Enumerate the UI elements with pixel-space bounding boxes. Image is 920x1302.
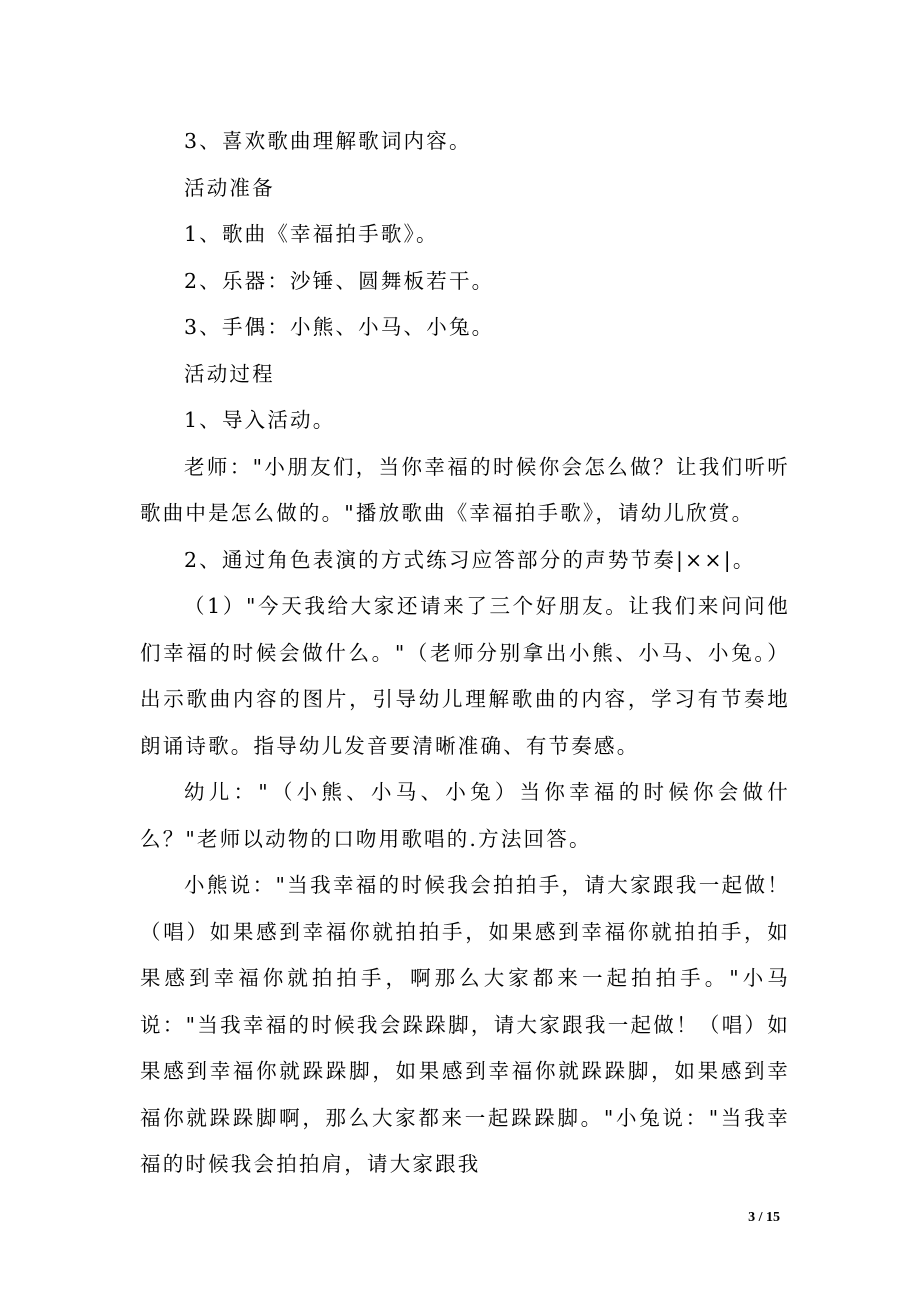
list-item-puppets: 3、手偶：小熊、小马、小兔。	[184, 315, 495, 339]
paragraph-children-question: 幼儿："（小熊、小马、小兔）当你幸福的时候你会做什么？"老师以动物的口吻用歌唱的.方法回答。	[140, 780, 790, 851]
list-item-preference: 3、喜欢歌曲理解歌词内容。	[184, 129, 472, 153]
list-item-intro-activity: 1、导入活动。	[184, 408, 336, 432]
list-item-instruments: 2、乐器：沙锤、圆舞板若干。	[184, 268, 495, 293]
paragraph-teacher-intro: 老师："小朋友们，当你幸福的时候你会怎么做？让我们听听歌曲中是怎么做的。"播放歌曲《幸福拍手歌》，请幼儿欣赏。	[140, 454, 790, 525]
page-number: 3 / 15	[748, 1210, 780, 1225]
section-heading-process: 活动过程	[184, 361, 275, 386]
list-item-song: 1、歌曲《幸福拍手歌》。	[184, 222, 439, 246]
paragraph-friends: （1）"今天我给大家还请来了三个好朋友。让我们来问问他们幸福的时候会做什么。"（老师分别拿出小熊、小马、小兔。）出示歌曲内容的图片，引导幼儿理解歌曲的内容，学习有节奏地朗诵诗歌。指导幼儿发音要清晰准确、有节奏感。	[140, 594, 790, 758]
section-heading-preparation: 活动准备	[184, 175, 275, 200]
document-body	[140, 118, 790, 1188]
paragraph-animal-answers: 小熊说："当我幸福的时候我会拍拍手，请大家跟我一起做！（唱）如果感到幸福你就拍拍手，如果感到幸福你就拍拍手，如果感到幸福你就拍拍手，啊那么大家都来一起拍拍手。"小马说："当我幸福的时候我会跺跺脚，请大家跟我一起做！（唱）如果感到幸福你就跺跺脚，如果感到幸福你就跺跺脚，如果感到幸福你就跺跺脚啊，那么大家都来一起跺跺脚。"小兔说："当我幸福的时候我会拍拍肩，请大家跟我	[140, 873, 790, 1176]
list-item-rhythm-practice: 2、通过角色表演的方式练习应答部分的声势节奏|××|。	[184, 547, 756, 572]
